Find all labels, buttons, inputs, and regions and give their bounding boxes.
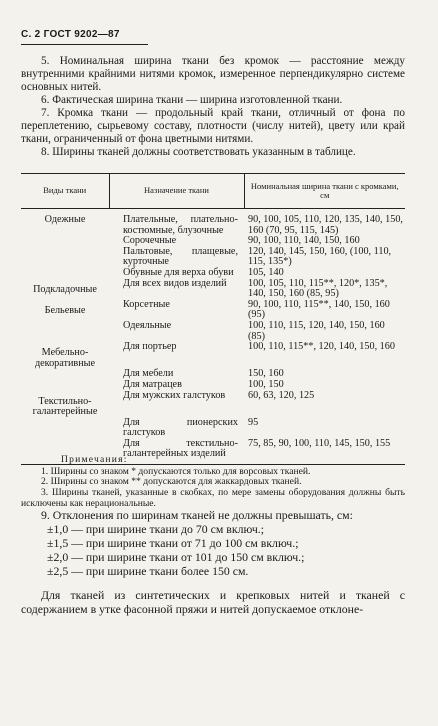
fabric-type-cell: Бельевые <box>44 304 86 316</box>
width-cell: 75, 85, 90, 100, 110, 145, 150, 155 <box>244 439 405 465</box>
page-header: С. 2 ГОСТ 9202—87 <box>21 29 120 40</box>
header-fabric-type: Виды ткани <box>21 174 109 209</box>
width-cell: 100, 105, 110, 115**, 120*, 135*, 140, 150, 160 (85, 95) <box>248 277 388 300</box>
width-table <box>21 173 405 465</box>
width-cell: 95 <box>248 416 259 428</box>
width-cell: 120, 140, 145, 150, 160, (100, 110, 115, 135*) <box>248 245 392 268</box>
table-row <box>21 209 405 237</box>
purpose-cell: Обувные для верха обуви <box>123 266 234 278</box>
table-notes <box>21 455 405 510</box>
width-cell: 100, 150 <box>248 378 284 390</box>
note-item: 2. Ширины со знаком ** допускаются для жаккардовых тканей. <box>41 476 302 488</box>
fabric-type-cell <box>21 369 109 380</box>
purpose-cell: Сорочечные <box>123 235 177 247</box>
tolerance-item: ±1,0 — при ширине ткани до 70 см включ.; <box>47 522 264 536</box>
purpose-cell: Для матрацев <box>123 378 182 390</box>
fabric-type-cell: Мебельно-декоративные <box>34 347 96 369</box>
table-row <box>21 418 405 439</box>
purpose-cell: Одеяльные <box>123 319 172 331</box>
purpose-cell: Для пионерских галстуков <box>123 416 238 439</box>
fabric-type-cell <box>21 418 109 439</box>
table-row <box>21 300 405 321</box>
tolerance-item: ±2,0 — при ширине ткани от 101 до 150 см включ.; <box>47 550 305 564</box>
paragraph-7: 7. Кромка ткани — продольный край ткани, отличный от фона по переплетению, сырьевому составу, плотности (числу нитей), цвету или край ткани, ограниченный от фона цветными нитями. <box>21 107 405 145</box>
intro-paragraphs <box>21 55 405 159</box>
fabric-type-cell: Текстильно-галантерейные <box>32 395 98 418</box>
purpose-cell: Для всех видов изделий <box>123 277 227 289</box>
section-9-lead: 9. Отклонения по ширинам тканей не должны превышать, см: <box>41 508 353 522</box>
header-purpose: Назначение ткани <box>109 174 244 209</box>
table-header-row <box>21 174 405 209</box>
notes-title: Примечания: <box>61 454 128 465</box>
purpose-cell: Корсетные <box>123 298 170 310</box>
fabric-type-cell <box>21 321 109 342</box>
width-cell: 100, 110, 115, 120, 140, 150, 160 (85) <box>248 319 385 342</box>
table-row <box>21 279 405 300</box>
paragraph-6: 6. Фактическая ширина ткани — ширина изготовленной ткани. <box>41 94 343 106</box>
width-cell: 150, 160 <box>248 368 284 380</box>
table-row <box>21 321 405 342</box>
table-row <box>21 391 405 418</box>
table-row <box>21 247 405 268</box>
table-row <box>21 268 405 279</box>
fabric-type-cell <box>21 268 109 279</box>
paragraph-8: 8. Ширины тканей должны соответствовать указанным в таблице. <box>41 146 356 158</box>
width-cell: 105, 140 <box>248 266 284 278</box>
table-row <box>21 342 405 369</box>
purpose-cell: Для текстильно-галантерейных изделий <box>109 439 244 465</box>
fabric-type-cell: Подкладочные <box>33 283 97 295</box>
note-item: 1. Ширины со знаком * допускаются только для ворсовых тканей. <box>41 465 311 477</box>
section-9 <box>21 508 405 616</box>
header-underline <box>21 44 148 45</box>
section-9-continuation: Для тканей из синтетических и крепковых нитей и тканей с содержанием в утке фасонной пряжи и нитей допускаемое отклоне- <box>21 588 405 616</box>
fabric-type-cell <box>21 236 109 247</box>
table-row <box>21 380 405 391</box>
tolerance-item: ±1,5 — при ширине ткани от 71 до 100 см включ.; <box>47 536 299 550</box>
header-width: Номинальная ширина ткани с кромками, см <box>244 174 405 209</box>
tolerance-item: ±2,5 — при ширине ткани более 150 см. <box>47 564 249 578</box>
purpose-cell: Пальтовые, плащевые, курточные <box>123 245 238 268</box>
width-cell: 90, 100, 110, 140, 150, 160 <box>248 235 360 247</box>
purpose-cell: Для мужских галстуков <box>123 389 226 401</box>
width-cell: 90, 100, 105, 110, 120, 135, 140, 150, 160 (70, 95, 115, 145) <box>248 214 403 236</box>
width-cell: 100, 110, 115**, 120, 140, 150, 160 <box>248 341 395 353</box>
note-item: 3. Ширины тканей, указанные в скобках, по мере замены оборудования должны быть исключены как нерациональные. <box>21 487 405 509</box>
width-cell: 90, 100, 110, 115**, 140, 150, 160 (95) <box>248 298 390 321</box>
purpose-cell: Плательные, плательно-костюмные, блузочные <box>123 214 238 236</box>
width-cell: 60, 63, 120, 125 <box>248 389 315 401</box>
purpose-cell: Для портьер <box>123 341 177 353</box>
purpose-cell: Для мебели <box>123 368 174 380</box>
paragraph-5: 5. Номинальная ширина ткани без кромок — расстояние между внутренними крайними нитями кромок, измеренное перпендикулярно системе основных нитей. <box>21 55 405 93</box>
fabric-type-cell <box>21 380 109 391</box>
fabric-type-cell <box>21 247 109 268</box>
table-row <box>21 369 405 380</box>
fabric-type-cell: Одежные <box>44 214 86 225</box>
